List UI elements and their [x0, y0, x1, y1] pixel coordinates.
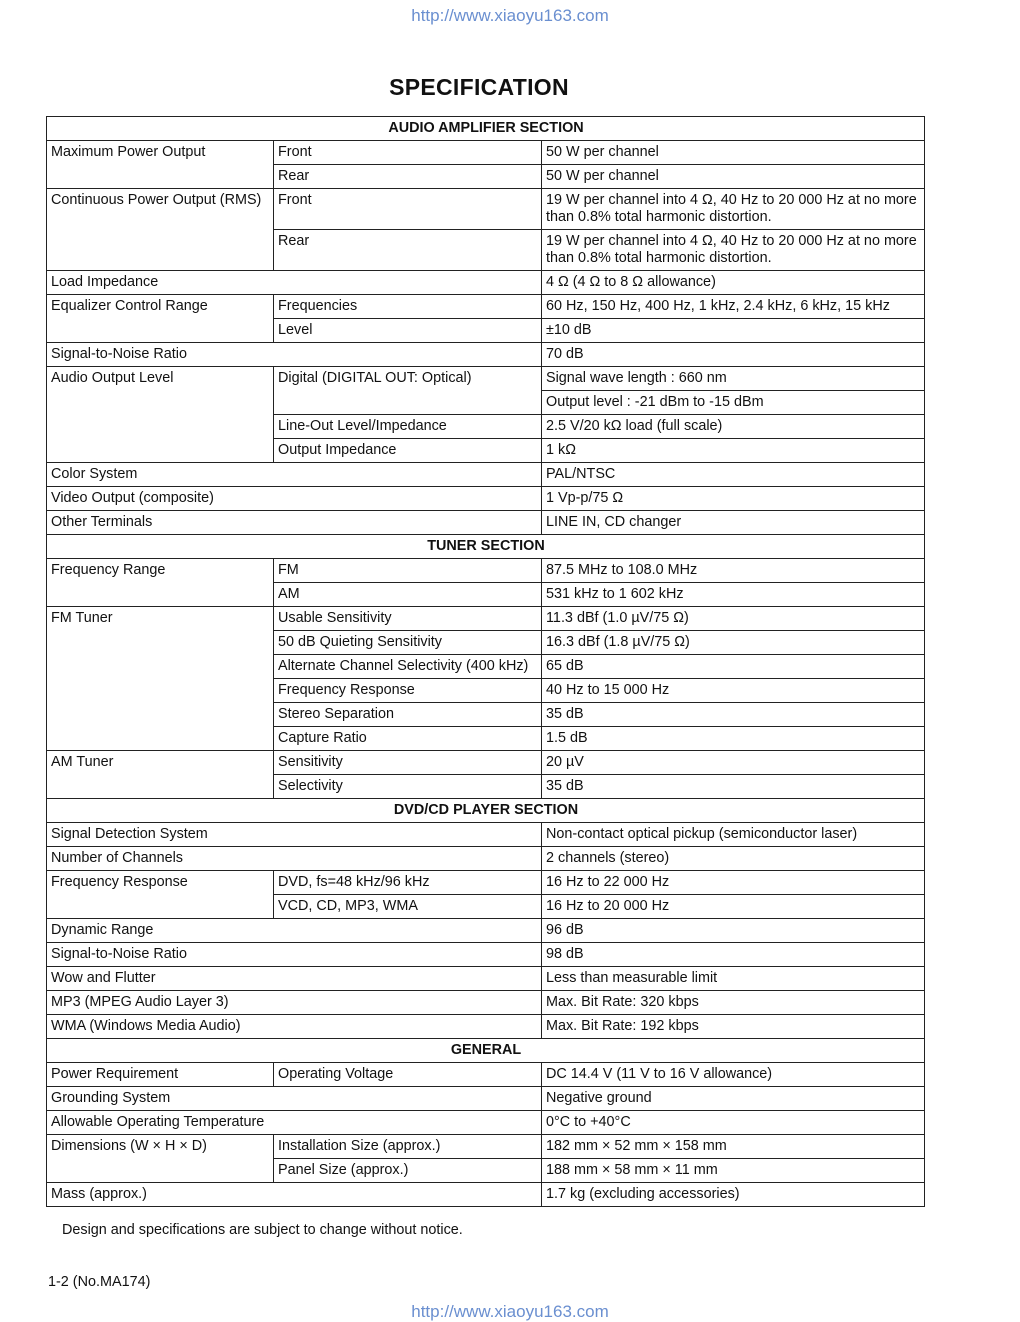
table-row [47, 1111, 925, 1135]
spec-sublabel: Level [274, 319, 542, 343]
section-title-dvd: DVD/CD PLAYER SECTION [47, 799, 925, 823]
section-title-general: GENERAL [47, 1039, 925, 1063]
spec-value: 19 W per channel into 4 Ω, 40 Hz to 20 000 Hz at no more than 0.8% total harmonic distortion. [542, 230, 925, 271]
spec-label: Other Terminals [47, 511, 542, 535]
spec-sublabel: Alternate Channel Selectivity (400 kHz) [274, 655, 542, 679]
spec-label: Mass (approx.) [47, 1183, 542, 1207]
section-header [47, 535, 925, 559]
table-row [47, 823, 925, 847]
table-row [47, 511, 925, 535]
table-row [47, 463, 925, 487]
spec-label: Maximum Power Output [47, 141, 274, 189]
spec-label: Signal-to-Noise Ratio [47, 943, 542, 967]
table-row [47, 295, 925, 319]
footer-url: http://www.xiaoyu163.com [411, 1302, 609, 1321]
spec-value: 60 Hz, 150 Hz, 400 Hz, 1 kHz, 2.4 kHz, 6 kHz, 15 kHz [542, 295, 925, 319]
spec-sublabel: Capture Ratio [274, 727, 542, 751]
spec-value: 40 Hz to 15 000 Hz [542, 679, 925, 703]
spec-value: 182 mm × 52 mm × 158 mm [542, 1135, 925, 1159]
spec-label: Wow and Flutter [47, 967, 542, 991]
spec-sublabel: Line-Out Level/Impedance [274, 415, 542, 439]
spec-sublabel: Panel Size (approx.) [274, 1159, 542, 1183]
spec-label: Number of Channels [47, 847, 542, 871]
table-row [47, 189, 925, 230]
table-row [47, 871, 925, 895]
spec-sublabel: Front [274, 189, 542, 230]
spec-label: Dimensions (W × H × D) [47, 1135, 274, 1183]
spec-value: 50 W per channel [542, 141, 925, 165]
spec-sublabel: FM [274, 559, 542, 583]
table-row [47, 1135, 925, 1159]
table-row [47, 1183, 925, 1207]
spec-sublabel: AM [274, 583, 542, 607]
spec-sublabel: 50 dB Quieting Sensitivity [274, 631, 542, 655]
spec-label: Signal Detection System [47, 823, 542, 847]
section-title-tuner: TUNER SECTION [47, 535, 925, 559]
spec-value: 65 dB [542, 655, 925, 679]
spec-value: 70 dB [542, 343, 925, 367]
spec-value: 2.5 V/20 kΩ load (full scale) [542, 415, 925, 439]
table-row [47, 1063, 925, 1087]
spec-label: Load Impedance [47, 271, 542, 295]
spec-sublabel: Installation Size (approx.) [274, 1135, 542, 1159]
spec-sublabel: Frequencies [274, 295, 542, 319]
spec-value: 19 W per channel into 4 Ω, 40 Hz to 20 000 Hz at no more than 0.8% total harmonic distortion. [542, 189, 925, 230]
spec-value: 35 dB [542, 703, 925, 727]
spec-value: 20 µV [542, 751, 925, 775]
spec-value: Negative ground [542, 1087, 925, 1111]
spec-label: Equalizer Control Range [47, 295, 274, 343]
section-header [47, 799, 925, 823]
spec-label: Frequency Range [47, 559, 274, 607]
spec-value: 1 Vp-p/75 Ω [542, 487, 925, 511]
spec-sublabel: Operating Voltage [274, 1063, 542, 1087]
spec-value: Output level : -21 dBm to -15 dBm [542, 391, 925, 415]
spec-label: Audio Output Level [47, 367, 274, 463]
spec-value: 531 kHz to 1 602 kHz [542, 583, 925, 607]
spec-value: 50 W per channel [542, 165, 925, 189]
spec-value: Less than measurable limit [542, 967, 925, 991]
section-title-audio: AUDIO AMPLIFIER SECTION [47, 117, 925, 141]
spec-value: 16.3 dBf (1.8 µV/75 Ω) [542, 631, 925, 655]
table-row [47, 847, 925, 871]
table-row [47, 487, 925, 511]
table-row [47, 607, 925, 631]
spec-value: 11.3 dBf (1.0 µV/75 Ω) [542, 607, 925, 631]
spec-label: Frequency Response [47, 871, 274, 919]
spec-value: ±10 dB [542, 319, 925, 343]
spec-value: Signal wave length : 660 nm [542, 367, 925, 391]
spec-value: DC 14.4 V (11 V to 16 V allowance) [542, 1063, 925, 1087]
table-row [47, 967, 925, 991]
spec-sublabel: VCD, CD, MP3, WMA [274, 895, 542, 919]
table-row [47, 919, 925, 943]
spec-value: 1.5 dB [542, 727, 925, 751]
specification-table [46, 116, 925, 1207]
table-row [47, 943, 925, 967]
spec-sublabel: Usable Sensitivity [274, 607, 542, 631]
spec-label: Dynamic Range [47, 919, 542, 943]
spec-value: 0°C to +40°C [542, 1111, 925, 1135]
spec-value: 1 kΩ [542, 439, 925, 463]
spec-sublabel: Digital (DIGITAL OUT: Optical) [274, 367, 542, 415]
spec-value: 1.7 kg (excluding accessories) [542, 1183, 925, 1207]
spec-sublabel: Selectivity [274, 775, 542, 799]
section-header [47, 117, 925, 141]
table-row [47, 1087, 925, 1111]
spec-value: Max. Bit Rate: 320 kbps [542, 991, 925, 1015]
spec-label: Continuous Power Output (RMS) [47, 189, 274, 271]
spec-value: 4 Ω (4 Ω to 8 Ω allowance) [542, 271, 925, 295]
spec-value: 2 channels (stereo) [542, 847, 925, 871]
spec-value: PAL/NTSC [542, 463, 925, 487]
spec-sublabel: Rear [274, 165, 542, 189]
spec-sublabel: Rear [274, 230, 542, 271]
spec-sublabel: Sensitivity [274, 751, 542, 775]
spec-value: 16 Hz to 20 000 Hz [542, 895, 925, 919]
spec-label: Signal-to-Noise Ratio [47, 343, 542, 367]
spec-value: Non-contact optical pickup (semiconductor laser) [542, 823, 925, 847]
spec-value: 98 dB [542, 943, 925, 967]
spec-value: 96 dB [542, 919, 925, 943]
spec-value: 188 mm × 58 mm × 11 mm [542, 1159, 925, 1183]
spec-sublabel: Frequency Response [274, 679, 542, 703]
spec-value: Max. Bit Rate: 192 kbps [542, 1015, 925, 1039]
spec-label: FM Tuner [47, 607, 274, 751]
spec-value: LINE IN, CD changer [542, 511, 925, 535]
table-row [47, 1015, 925, 1039]
page-title: SPECIFICATION [389, 74, 569, 100]
spec-value: 87.5 MHz to 108.0 MHz [542, 559, 925, 583]
spec-label: WMA (Windows Media Audio) [47, 1015, 542, 1039]
spec-value: 35 dB [542, 775, 925, 799]
spec-sublabel: Output Impedance [274, 439, 542, 463]
spec-sublabel: DVD, fs=48 kHz/96 kHz [274, 871, 542, 895]
table-row [47, 343, 925, 367]
page-number: 1-2 (No.MA174) [48, 1274, 151, 1290]
spec-label: Grounding System [47, 1087, 542, 1111]
spec-sublabel: Front [274, 141, 542, 165]
spec-label: AM Tuner [47, 751, 274, 799]
table-row [47, 271, 925, 295]
spec-value: 16 Hz to 22 000 Hz [542, 871, 925, 895]
spec-sublabel: Stereo Separation [274, 703, 542, 727]
spec-label: Allowable Operating Temperature [47, 1111, 542, 1135]
table-row [47, 991, 925, 1015]
table-row [47, 367, 925, 391]
disclaimer-note: Design and specifications are subject to change without notice. [62, 1222, 463, 1238]
spec-label: Video Output (composite) [47, 487, 542, 511]
table-row [47, 141, 925, 165]
section-header [47, 1039, 925, 1063]
table-row [47, 751, 925, 775]
spec-label: Color System [47, 463, 542, 487]
table-row [47, 559, 925, 583]
spec-label: MP3 (MPEG Audio Layer 3) [47, 991, 542, 1015]
spec-label: Power Requirement [47, 1063, 274, 1087]
header-url: http://www.xiaoyu163.com [411, 6, 609, 25]
